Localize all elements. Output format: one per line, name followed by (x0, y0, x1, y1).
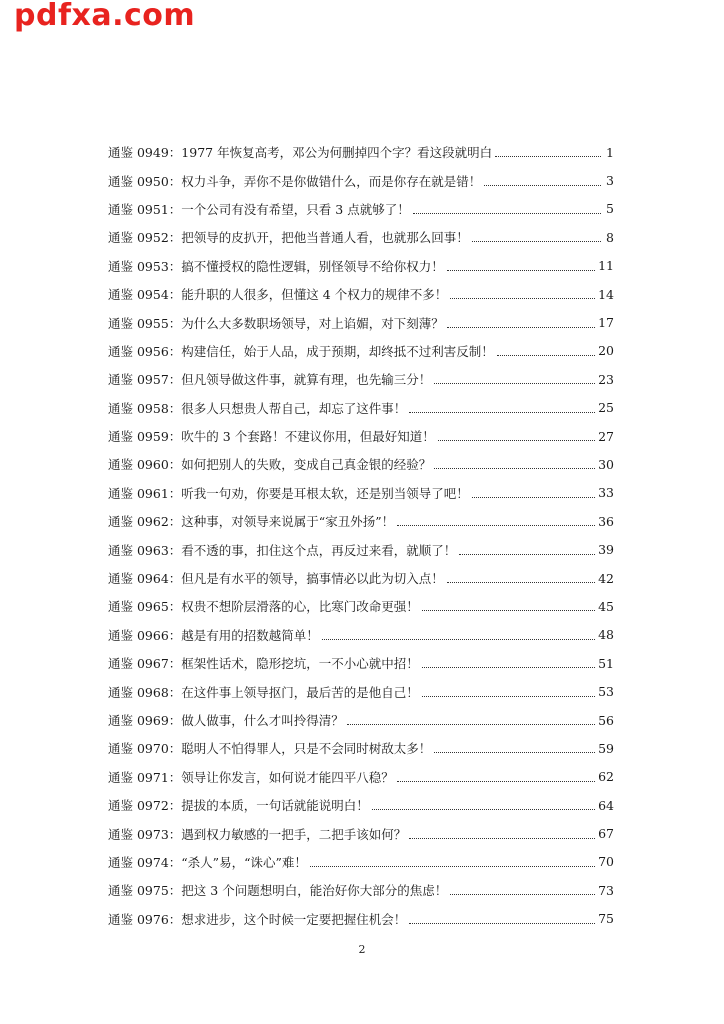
toc-entry-page: 53 (598, 684, 614, 700)
toc-entry-title: 提拔的本质，一句话就能说明白！ (181, 798, 369, 814)
toc-entry-page: 36 (598, 513, 614, 529)
toc-entry-title: 1977 年恢复高考，邓公为何删掉四个字？看这段就明白 (181, 145, 493, 161)
toc-dot-leader (447, 326, 595, 328)
toc-entry[interactable] (108, 848, 614, 876)
toc-entry-page: 73 (598, 882, 614, 898)
toc-entry[interactable] (108, 337, 614, 365)
toc-entry-page: 59 (598, 740, 614, 756)
toc-entry[interactable] (108, 621, 614, 649)
toc-dot-leader (397, 780, 595, 782)
toc-entry-title: 这种事，对领导来说属于“家丑外扬”！ (181, 514, 395, 530)
toc-entry-page: 39 (598, 542, 614, 558)
site-watermark: pdfxa.com (14, 0, 196, 33)
toc-dot-leader (422, 609, 595, 611)
toc-dot-leader (372, 808, 595, 810)
toc-entry-label: 通鉴 0950： (108, 173, 182, 189)
toc-dot-leader (409, 837, 595, 839)
toc-entry[interactable] (108, 791, 614, 819)
toc-entry[interactable] (108, 252, 614, 280)
toc-entry-title: 但凡是有水平的领导，搞事情必以此为切入点！ (181, 571, 444, 587)
toc-entry-title: “杀人”易，“诛心”难！ (181, 854, 307, 870)
toc-entry-label: 通鉴 0955： (108, 315, 182, 331)
toc-entry-page: 1 (606, 144, 614, 160)
toc-entry[interactable] (108, 706, 614, 734)
toc-entry[interactable] (108, 649, 614, 677)
toc-dot-leader (409, 922, 595, 924)
toc-entry-page: 45 (598, 598, 614, 614)
toc-entry-page: 5 (606, 201, 614, 217)
toc-entry-page: 51 (598, 655, 614, 671)
toc-entry-title: 但凡领导做这件事，就算有理，也先输三分！ (181, 372, 432, 388)
toc-entry-page: 70 (598, 854, 614, 870)
toc-dot-leader (459, 553, 595, 555)
toc-entry[interactable] (108, 905, 614, 933)
toc-entry-label: 通鉴 0973： (108, 826, 182, 842)
toc-entry-label: 通鉴 0954： (108, 287, 182, 303)
page-number: 2 (358, 943, 366, 956)
toc-entry-label: 通鉴 0958： (108, 400, 182, 416)
toc-entry-title: 框架性话术，隐形挖坑，一不小心就中招！ (181, 656, 419, 672)
toc-dot-leader (472, 240, 601, 242)
toc-entry-page: 11 (598, 258, 614, 274)
toc-entry-title: 很多人只想贵人帮自己，却忘了这件事！ (181, 400, 407, 416)
toc-entry-title: 吹牛的 3 个套路！不建议你用，但最好知道！ (181, 429, 435, 445)
toc-entry-label: 通鉴 0963： (108, 542, 182, 558)
toc-dot-leader (310, 865, 595, 867)
toc-entry-page: 3 (606, 173, 614, 189)
toc-entry-title: 越是有用的招数越简单！ (181, 627, 319, 643)
toc-entry-label: 通鉴 0975： (108, 883, 182, 899)
toc-entry-label: 通鉴 0951： (108, 201, 182, 217)
toc-entry-page: 20 (598, 343, 614, 359)
toc-entry-label: 通鉴 0966： (108, 627, 182, 643)
toc-entry-title: 把领导的皮扒开，把他当普通人看，也就那么回事！ (181, 230, 469, 246)
toc-entry-label: 通鉴 0976： (108, 911, 182, 927)
toc-entry-page: 42 (598, 570, 614, 586)
toc-entry-label: 通鉴 0965： (108, 599, 182, 615)
toc-entry-title: 领导让你发言，如何说才能四平八稳？ (181, 769, 394, 785)
toc-entry-title: 一个公司有没有希望，只看 3 点就够了！ (181, 201, 410, 217)
toc-entry[interactable] (108, 365, 614, 393)
toc-entry-label: 通鉴 0960： (108, 457, 182, 473)
toc-entry-label: 通鉴 0961： (108, 485, 182, 501)
toc-entry-label: 通鉴 0969： (108, 713, 182, 728)
toc-entry-title: 能升职的人很多，但懂这 4 个权力的规律不多！ (181, 287, 448, 303)
toc-entry-page: 30 (598, 456, 614, 472)
toc-dot-leader (447, 269, 595, 271)
toc-dot-leader (434, 751, 595, 753)
toc-entry-title: 看不透的事，扣住这个点，再反过来看，就顺了！ (181, 542, 457, 558)
toc-entry-label: 通鉴 0968： (108, 684, 182, 700)
toc-entry[interactable] (108, 592, 614, 620)
toc-entry[interactable] (108, 479, 614, 507)
toc-dot-leader (347, 723, 595, 725)
toc-entry-page: 25 (598, 400, 614, 416)
toc-entry-title: 构建信任，始于人品，成于预期，却终抵不过利害反制！ (181, 343, 494, 359)
toc-entry-title: 听我一句劝，你要是耳根太软，还是别当领导了吧！ (181, 485, 469, 501)
toc-entry[interactable] (108, 677, 614, 705)
toc-entry-label: 通鉴 0971： (108, 769, 182, 785)
toc-entry-page: 64 (598, 797, 614, 813)
toc-dot-leader (497, 354, 595, 356)
toc-entry-label: 通鉴 0964： (108, 571, 182, 587)
toc-dot-leader (397, 524, 595, 526)
toc-entry-page: 48 (598, 627, 614, 643)
toc-entry[interactable] (108, 223, 614, 251)
toc-entry-page: 67 (598, 826, 614, 842)
toc-entry-title: 权贵不想阶层滑落的心，比寒门改命更强！ (181, 599, 419, 615)
toc-entry[interactable] (108, 422, 614, 450)
toc-dot-leader (495, 155, 601, 157)
toc-entry[interactable] (108, 564, 614, 592)
table-of-contents (108, 138, 614, 933)
toc-entry-label: 通鉴 0974： (108, 854, 182, 870)
toc-entry-title: 搞不懂授权的隐性逻辑，别怪领导不给你权力！ (181, 258, 444, 274)
toc-entry-title: 遇到权力敏感的一把手，二把手该如何？ (181, 826, 407, 842)
toc-dot-leader (434, 382, 595, 384)
toc-entry-label: 通鉴 0957： (108, 372, 182, 388)
toc-entry[interactable] (108, 394, 614, 422)
toc-entry[interactable] (108, 166, 614, 194)
toc-entry-label: 通鉴 0952： (108, 230, 182, 246)
toc-entry-page: 17 (598, 315, 614, 331)
toc-entry-page: 8 (606, 229, 614, 245)
toc-dot-leader (438, 439, 595, 441)
toc-entry-title: 聪明人不怕得罪人，只是不会同时树敌太多！ (181, 741, 432, 757)
toc-entry[interactable] (108, 308, 614, 336)
toc-entry-title: 权力斗争，弄你不是你做错什么，而是你存在就是错！ (181, 173, 482, 189)
toc-dot-leader (322, 638, 595, 640)
toc-dot-leader (434, 467, 595, 469)
toc-dot-leader (413, 212, 601, 214)
toc-entry-page: 27 (598, 428, 614, 444)
toc-entry[interactable] (108, 763, 614, 791)
toc-entry[interactable] (108, 876, 614, 904)
toc-entry-title: 想求进步，这个时候一定要把握住机会！ (181, 911, 407, 927)
toc-entry[interactable] (108, 138, 614, 166)
toc-entry-title: 如何把别人的失败，变成自己真金银的经验？ (181, 457, 432, 473)
toc-entry-title: 为什么大多数职场领导，对上谄媚，对下刻薄？ (181, 315, 444, 331)
toc-entry-title: 把这 3 个问题想明白，能治好你大部分的焦虑！ (181, 883, 448, 899)
toc-entry-label: 通鉴 0972： (108, 798, 182, 814)
toc-entry-label: 通鉴 0956： (108, 343, 182, 359)
toc-dot-leader (450, 893, 595, 895)
toc-entry-title: 做人做事，什么才叫拎得清？ (181, 713, 344, 728)
toc-entry-page: 56 (598, 712, 614, 728)
toc-entry-label: 通鉴 0959： (108, 429, 182, 445)
toc-dot-leader (447, 581, 595, 583)
toc-dot-leader (422, 666, 595, 668)
toc-dot-leader (409, 411, 595, 413)
toc-dot-leader (450, 297, 595, 299)
toc-entry[interactable] (108, 535, 614, 563)
toc-entry-label: 通鉴 0962： (108, 514, 182, 530)
toc-entry-label: 通鉴 0949： (108, 145, 182, 161)
toc-entry[interactable] (108, 507, 614, 535)
toc-entry-label: 通鉴 0970： (108, 741, 182, 757)
toc-entry-page: 33 (598, 485, 614, 501)
toc-entry[interactable] (108, 280, 614, 308)
toc-entry-page: 75 (598, 911, 614, 927)
toc-dot-leader (472, 496, 595, 498)
toc-entry-page: 23 (598, 371, 614, 387)
toc-entry-label: 通鉴 0953： (108, 258, 182, 274)
toc-dot-leader (484, 184, 601, 186)
toc-entry[interactable] (108, 195, 614, 223)
toc-dot-leader (422, 695, 595, 697)
toc-entry-title: 在这件事上领导抠门，最后苦的是他自己！ (181, 684, 419, 700)
toc-entry[interactable] (108, 734, 614, 762)
toc-entry[interactable] (108, 819, 614, 847)
toc-entry-page: 62 (598, 769, 614, 785)
toc-entry[interactable] (108, 450, 614, 478)
toc-entry-page: 14 (598, 286, 614, 302)
toc-entry-label: 通鉴 0967： (108, 656, 182, 672)
